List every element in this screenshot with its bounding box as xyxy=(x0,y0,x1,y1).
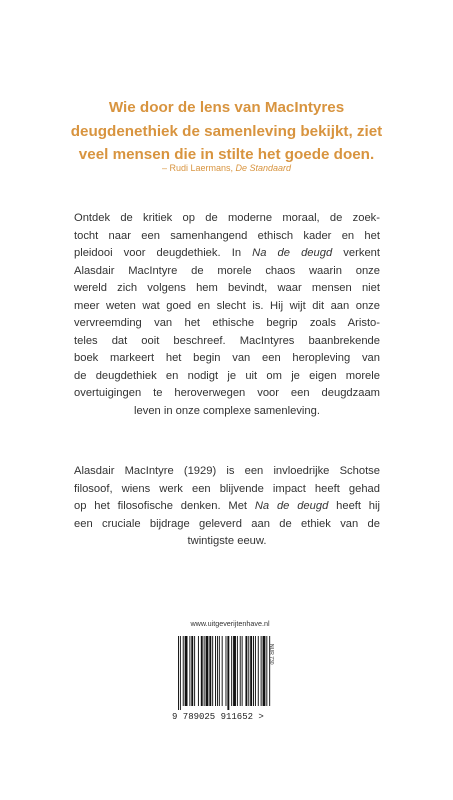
barcode-bar xyxy=(258,636,259,706)
barcode-bar xyxy=(217,636,218,706)
barcode-bar xyxy=(253,636,254,706)
description-line: tocht naar een samenhangend ethisch kader en het xyxy=(74,229,380,242)
barcode-bar xyxy=(185,636,188,706)
barcode-bar xyxy=(178,636,179,710)
barcode-bar xyxy=(269,636,270,706)
barcode-bar xyxy=(233,636,236,706)
description-line: meer weten wat goed en slecht is. Hij wijt dit aan onze xyxy=(74,299,380,312)
description-line: Ontdek de kritiek op de moderne moraal, de zoek- xyxy=(74,212,380,224)
barcode-bar xyxy=(206,636,209,706)
barcode-bar xyxy=(255,636,256,706)
author-bio xyxy=(74,463,380,551)
pull-quote xyxy=(70,96,383,167)
barcode-bar xyxy=(248,636,249,706)
barcode-bar xyxy=(237,636,238,706)
barcode-bar xyxy=(189,636,190,706)
attribution-source: De Standaard xyxy=(235,163,292,173)
attribution-author: – Rudi Laermans, xyxy=(161,163,236,173)
barcode-bar xyxy=(215,636,216,706)
isbn-number: 9 789025 911652 > xyxy=(172,712,264,722)
barcode-bar xyxy=(263,636,266,706)
bio-line: een cruciale bijdrage geleverd aan de ethiek van de xyxy=(74,517,380,530)
description-line: boek markeert het begin van een heropleving van xyxy=(74,352,380,364)
bio-line: op het filosofische denken. Met Na de deugd heeft hij xyxy=(74,500,381,512)
barcode-bar xyxy=(180,636,181,710)
barcode-bar xyxy=(201,636,203,706)
description-line: wereld zich volgens hem bevindt, waar mensen niet xyxy=(74,282,380,294)
book-title: Na de deugd xyxy=(254,500,329,512)
barcode-bar xyxy=(194,636,195,706)
barcode-bar xyxy=(191,636,193,706)
barcode-bar xyxy=(261,636,262,706)
barcode-bar xyxy=(227,636,229,710)
bio-line: filosoof, wiens werk een blijvende impact heeft gehad xyxy=(74,482,380,495)
description-line: vervreemding van het ethische begrip zoals Aristo- xyxy=(74,317,380,329)
barcode-bar xyxy=(226,636,227,706)
barcode-bar xyxy=(222,636,223,706)
barcode-bar xyxy=(209,636,211,706)
barcode-bar xyxy=(240,636,241,706)
description-line: leven in onze complexe samenleving. xyxy=(134,404,320,417)
book-title: Na de deugd xyxy=(252,247,333,259)
bio-line: twintigste eeuw. xyxy=(187,535,267,547)
barcode-bar xyxy=(245,636,247,706)
quote-attribution xyxy=(0,163,453,173)
barcode-bar xyxy=(231,636,232,706)
description-line: de deugdethiek en nodigt je uit om je eigen morele xyxy=(74,369,380,382)
bio-line: Alasdair MacIntyre (1929) is een invloedrijke Schotse xyxy=(74,465,380,477)
publisher-url: www.uitgeverijtenhave.nl xyxy=(190,619,270,628)
quote-line-1: Wie door de lens van MacIntyres xyxy=(108,99,345,116)
barcode-bar xyxy=(250,636,252,706)
description-line: overtuigingen te heroverwegen voor een deugdzaam xyxy=(74,387,380,399)
nur-code: NUR 730 xyxy=(268,644,274,665)
quote-line-3: veel mensen die in stilte het goede doen. xyxy=(78,146,375,163)
barcode-bars xyxy=(176,636,272,710)
barcode-bar xyxy=(242,636,243,706)
quote-line-2: deugdenethiek de samenleving bekijkt, ziet xyxy=(70,122,383,140)
book-description xyxy=(74,210,380,420)
barcode-bar xyxy=(183,636,184,706)
description-line: pleidooi voor deugdethiek. In Na de deugd verkent xyxy=(74,247,380,259)
isbn-barcode-block xyxy=(172,614,288,736)
description-line: Alasdair MacIntyre de morele chaos waarin onze xyxy=(74,264,380,277)
barcode-bar xyxy=(212,636,213,706)
barcode-bar xyxy=(204,636,205,706)
description-line: teles dat ooit beschreef. MacIntyres baanbrekende xyxy=(74,334,380,347)
barcode-bar xyxy=(266,636,267,706)
barcode-bar xyxy=(219,636,220,706)
barcode-bar xyxy=(198,636,199,706)
